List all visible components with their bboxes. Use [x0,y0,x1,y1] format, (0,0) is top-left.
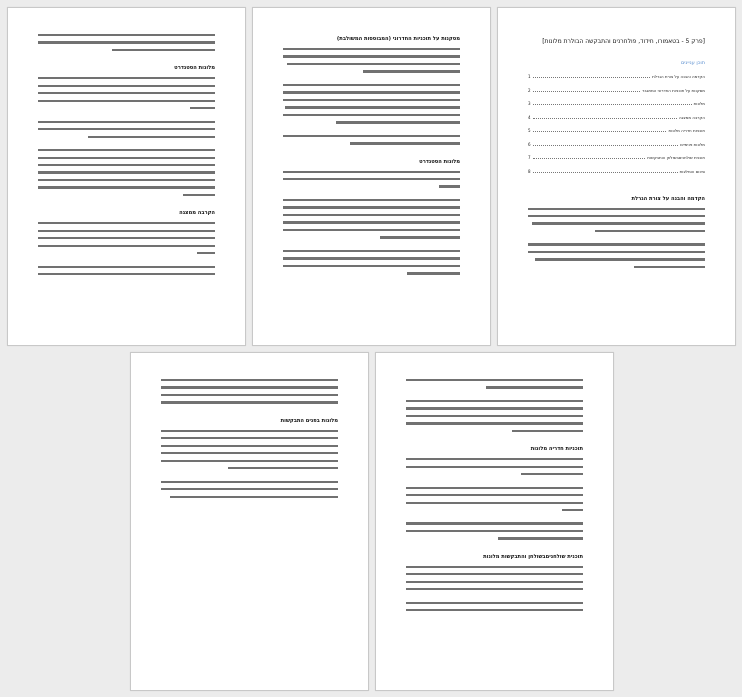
paragraph [406,458,583,475]
paragraph [38,222,215,254]
paragraph [406,602,583,612]
document-page-1 [497,7,736,346]
document-page-2 [252,7,491,346]
paragraph [38,34,215,51]
paragraph [528,208,705,233]
section-heading-tables: תוכנית שולחניםבשולחן והתבקשות מלונות [483,553,583,560]
document-page-3 [7,7,246,346]
paragraph [283,250,460,275]
toc-entry[interactable]: הקדמה והבנה על צורת הגרלת 1 [528,74,705,79]
toc-entry[interactable]: סיכום והמלצות 8 [528,168,705,174]
paragraph [528,243,705,268]
section-heading-summary: מלונות בפנים התבקשות [280,417,338,424]
toc-entry[interactable]: תוכניות חדריה מלונות 5 [528,128,705,133]
paragraph [406,566,583,591]
table-of-contents [528,74,705,174]
section-heading-rooms: תוכניות חדריה מלונות [530,446,583,453]
document-page-5 [130,352,369,691]
section-heading-proximity: הקרבה ממצגה [179,210,215,217]
paragraph [38,266,215,276]
toc-entry[interactable]: מלונות 3 [528,101,705,106]
paragraph [283,135,460,145]
paragraph [38,121,215,138]
paragraph [38,149,215,196]
toc-entry[interactable]: מסקנות על תוכניות החדרוני המתגבר 2 [528,87,705,93]
section-heading-hotels: מלונות הסטנדרט [419,158,460,165]
paragraph [161,481,338,498]
paragraph [406,400,583,432]
document-title: [פרק 5 - בטאמורו, חידוד, פולחרנים והתבקשה הבולרת מלונות] [542,38,705,45]
paragraph [161,430,338,470]
paragraph [406,522,583,539]
toc-entry[interactable]: תוכנית שולחניםבשולחן והתבקשות 7 [528,155,705,160]
paragraph [406,487,583,512]
paragraph [283,171,460,188]
paragraph [161,379,338,404]
toc-entry[interactable]: מלונות פנימיים 6 [528,141,705,147]
document-page-4 [375,352,614,691]
paragraph [283,199,460,239]
paragraph [283,84,460,124]
section-heading-offering: מלונות הסטנדרט [174,65,215,72]
paragraph [38,77,215,109]
paragraph [406,379,583,389]
section-heading-intro: הקדמה והבנה על צורת הגרלת [631,195,705,202]
section-heading-plans: מסקנות על תוכניות החדרוני (המבוססות המשולבת) [336,36,460,42]
toc-heading: תוכן עניינים [680,60,705,66]
toc-entry[interactable]: הקרבה ממצגה 4 [528,114,705,120]
paragraph [283,48,460,73]
